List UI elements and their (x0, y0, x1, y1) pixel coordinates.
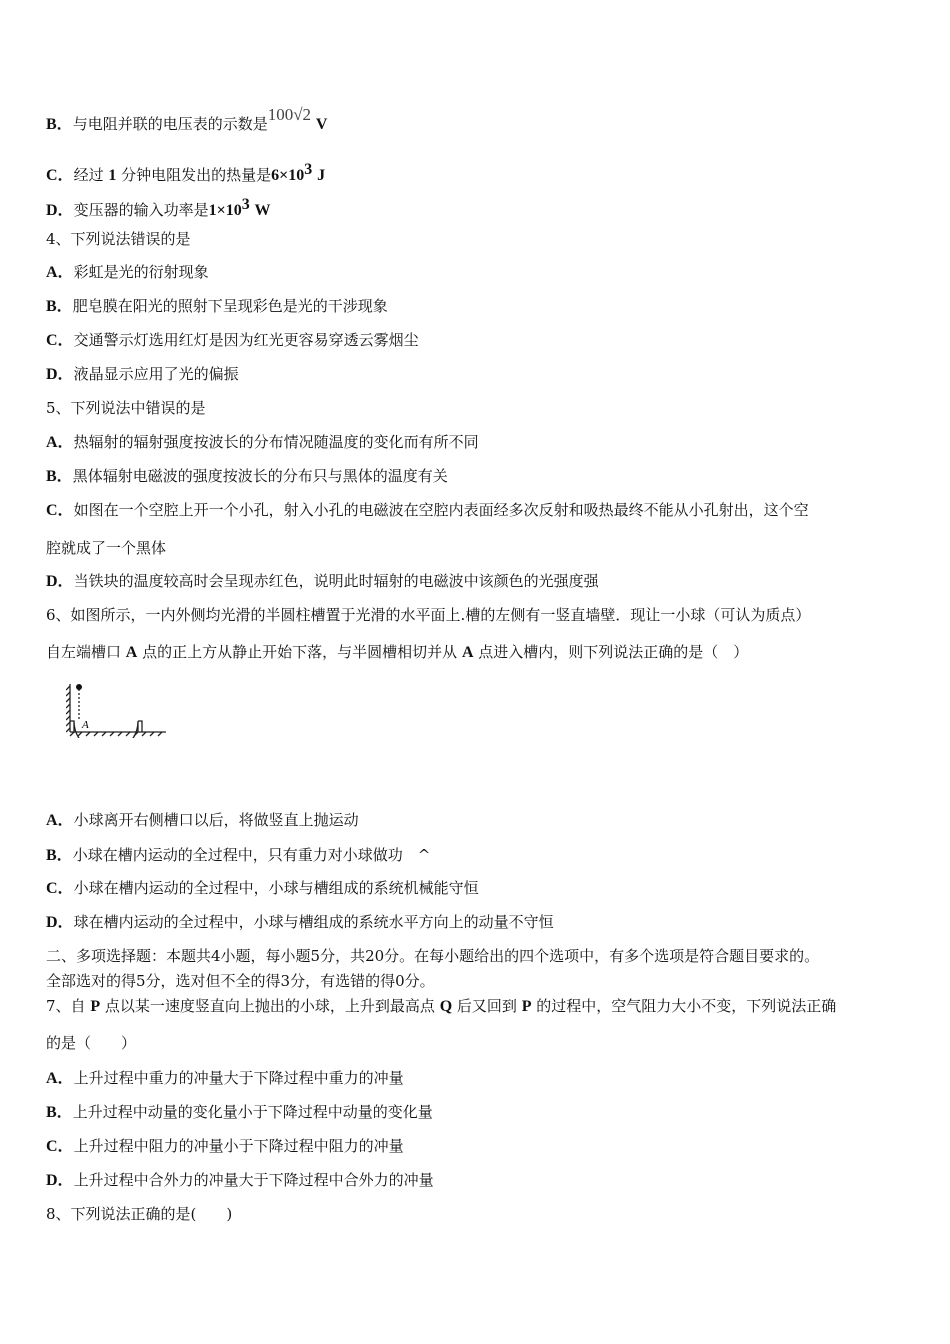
option-text: 球在槽内运动的全过程中，小球与槽组成的系统水平方向上的动量不守恒 (73, 913, 554, 931)
q7-option-b (46, 1102, 433, 1123)
option-text: 小球离开右侧槽口以后，将做竖直上抛运动 (73, 811, 359, 829)
number: 1 (108, 167, 117, 184)
math-expression: 100√2 (267, 105, 312, 124)
q5-option-c-cont: 腔就成了一个黑体 (46, 539, 167, 557)
option-label: A． (46, 434, 74, 451)
option-text: 上升过程中重力的冲量大于下降过程中重力的冲量 (73, 1069, 404, 1087)
q4-option-a (46, 262, 209, 283)
text: 后又回到 (456, 997, 517, 1015)
text: 的过程中，空气阻力大小不变，下列说法正确 (536, 997, 837, 1015)
text: 自左端槽口 (46, 643, 122, 661)
groove (70, 721, 142, 738)
option-label: D． (46, 914, 74, 931)
option-text: 当铁块的温度较高时会呈现赤红色，说明此时辐射的电磁波中该颜色的光强度强 (73, 572, 599, 590)
option-label: C． (46, 1138, 74, 1155)
option-text: 上升过程中阻力的冲量小于下降过程中阻力的冲量 (73, 1137, 404, 1155)
q7-stem-line1 (46, 996, 836, 1017)
text: 点进入槽内，则下列说法正确的是（ ） (478, 643, 749, 661)
q6-option-c (46, 878, 479, 899)
option-text: 小球在槽内运动的全过程中，只有重力对小球做功 ^ (72, 846, 431, 864)
option-label: A． (46, 1070, 74, 1087)
option-label: A． (46, 812, 74, 829)
option-label: B． (46, 116, 73, 133)
unit: W (254, 202, 271, 219)
option-text: 如图在一个空腔上开一个小孔，射入小孔的电磁波在空腔内表面经多次反射和吸热最终不能从小孔射出，这个空 (73, 501, 809, 519)
q5-option-d (46, 571, 599, 592)
option-text: 液晶显示应用了光的偏振 (73, 365, 239, 383)
option-label: C． (46, 167, 74, 184)
q7-option-d (46, 1170, 434, 1191)
option-text: 分钟电阻发出的热量是 (121, 166, 272, 184)
option-label: D． (46, 366, 74, 383)
point-label: P (521, 998, 532, 1015)
option-label: B． (46, 298, 73, 315)
q3-option-c (46, 160, 325, 186)
option-label: C． (46, 880, 74, 897)
point-a-label: A (82, 719, 89, 731)
exponent: 3 (241, 196, 250, 213)
q6-stem-line1: 6、如图所示，一内外侧均光滑的半圆柱槽置于光滑的水平面上.槽的左侧有一竖直墙壁．现让一小球（可认为质点） (46, 606, 811, 624)
option-text: 上升过程中动量的变化量小于下降过程中动量的变化量 (72, 1103, 433, 1121)
option-text: 彩虹是光的衍射现象 (73, 263, 209, 281)
option-label: D． (46, 202, 74, 219)
point-label: Q (439, 998, 453, 1015)
q5-option-b (46, 466, 448, 487)
option-label: D． (46, 1172, 74, 1189)
value: 1×10 (208, 202, 242, 219)
option-text: 与电阻并联的电压表的示数是 (72, 115, 268, 133)
q5-stem: 5、下列说法中错误的是 (46, 399, 206, 417)
text: 点以某一速度竖直向上抛出的小球，上升到最高点 (104, 997, 435, 1015)
point-label: P (90, 998, 101, 1015)
exponent: 3 (304, 161, 313, 178)
q5-option-a (46, 432, 479, 453)
q7-option-c (46, 1136, 404, 1157)
option-text: 热辐射的辐射强度按波长的分布情况随温度的变化而有所不同 (73, 433, 479, 451)
q6-option-b (46, 845, 430, 866)
q5-option-c (46, 500, 809, 521)
ball (76, 684, 82, 690)
unit: J (317, 167, 326, 184)
q8-stem: 8、下列说法正确的是( ) (46, 1205, 233, 1223)
q6-option-a (46, 810, 359, 831)
option-text: 黑体辐射电磁波的强度按波长的分布只与黑体的温度有关 (72, 467, 448, 485)
q3-option-d (46, 195, 270, 221)
text: 7、自 (46, 997, 86, 1015)
option-label: C． (46, 332, 74, 349)
q6-stem-line2 (46, 642, 748, 663)
text: 点的正上方从静止开始下落，与半圆槽相切并从 (142, 643, 458, 661)
option-text: 变压器的输入功率是 (73, 201, 209, 219)
q4-option-b (46, 296, 388, 317)
semicircle-groove-figure (66, 680, 170, 738)
option-text: 肥皂膜在阳光的照射下呈现彩色是光的干涉现象 (72, 297, 388, 315)
option-label: C． (46, 502, 74, 519)
point-label: A (461, 644, 474, 661)
q4-option-c (46, 330, 419, 351)
section2-line1: 二、多项选择题：本题共4小题，每小题5分，共20分。在每小题给出的四个选项中，有多个选项是符合题目要求的。 (46, 947, 820, 965)
unit: V (315, 116, 328, 133)
option-label: B． (46, 847, 73, 864)
option-text: 交通警示灯选用红灯是因为红光更容易穿透云雾烟尘 (73, 331, 419, 349)
point-label: A (125, 644, 138, 661)
value: 6×10 (271, 167, 305, 184)
option-label: B． (46, 1104, 73, 1121)
option-label: D． (46, 573, 74, 590)
q7-stem-line2: 的是（ ） (46, 1034, 137, 1052)
option-label: B． (46, 468, 73, 485)
option-label: A． (46, 264, 74, 281)
q7-option-a (46, 1068, 404, 1089)
section2-line2: 全部选对的得5分，选对但不全的得3分，有选错的得0分。 (46, 972, 435, 990)
q4-stem: 4、下列说法错误的是 (46, 230, 191, 248)
q6-option-d (46, 912, 554, 933)
q4-option-d (46, 364, 239, 385)
option-text: 经过 (73, 166, 104, 184)
q3-option-b (46, 105, 328, 135)
option-text: 小球在槽内运动的全过程中，小球与槽组成的系统机械能守恒 (73, 879, 479, 897)
option-text: 上升过程中合外力的冲量大于下降过程中合外力的冲量 (73, 1171, 434, 1189)
